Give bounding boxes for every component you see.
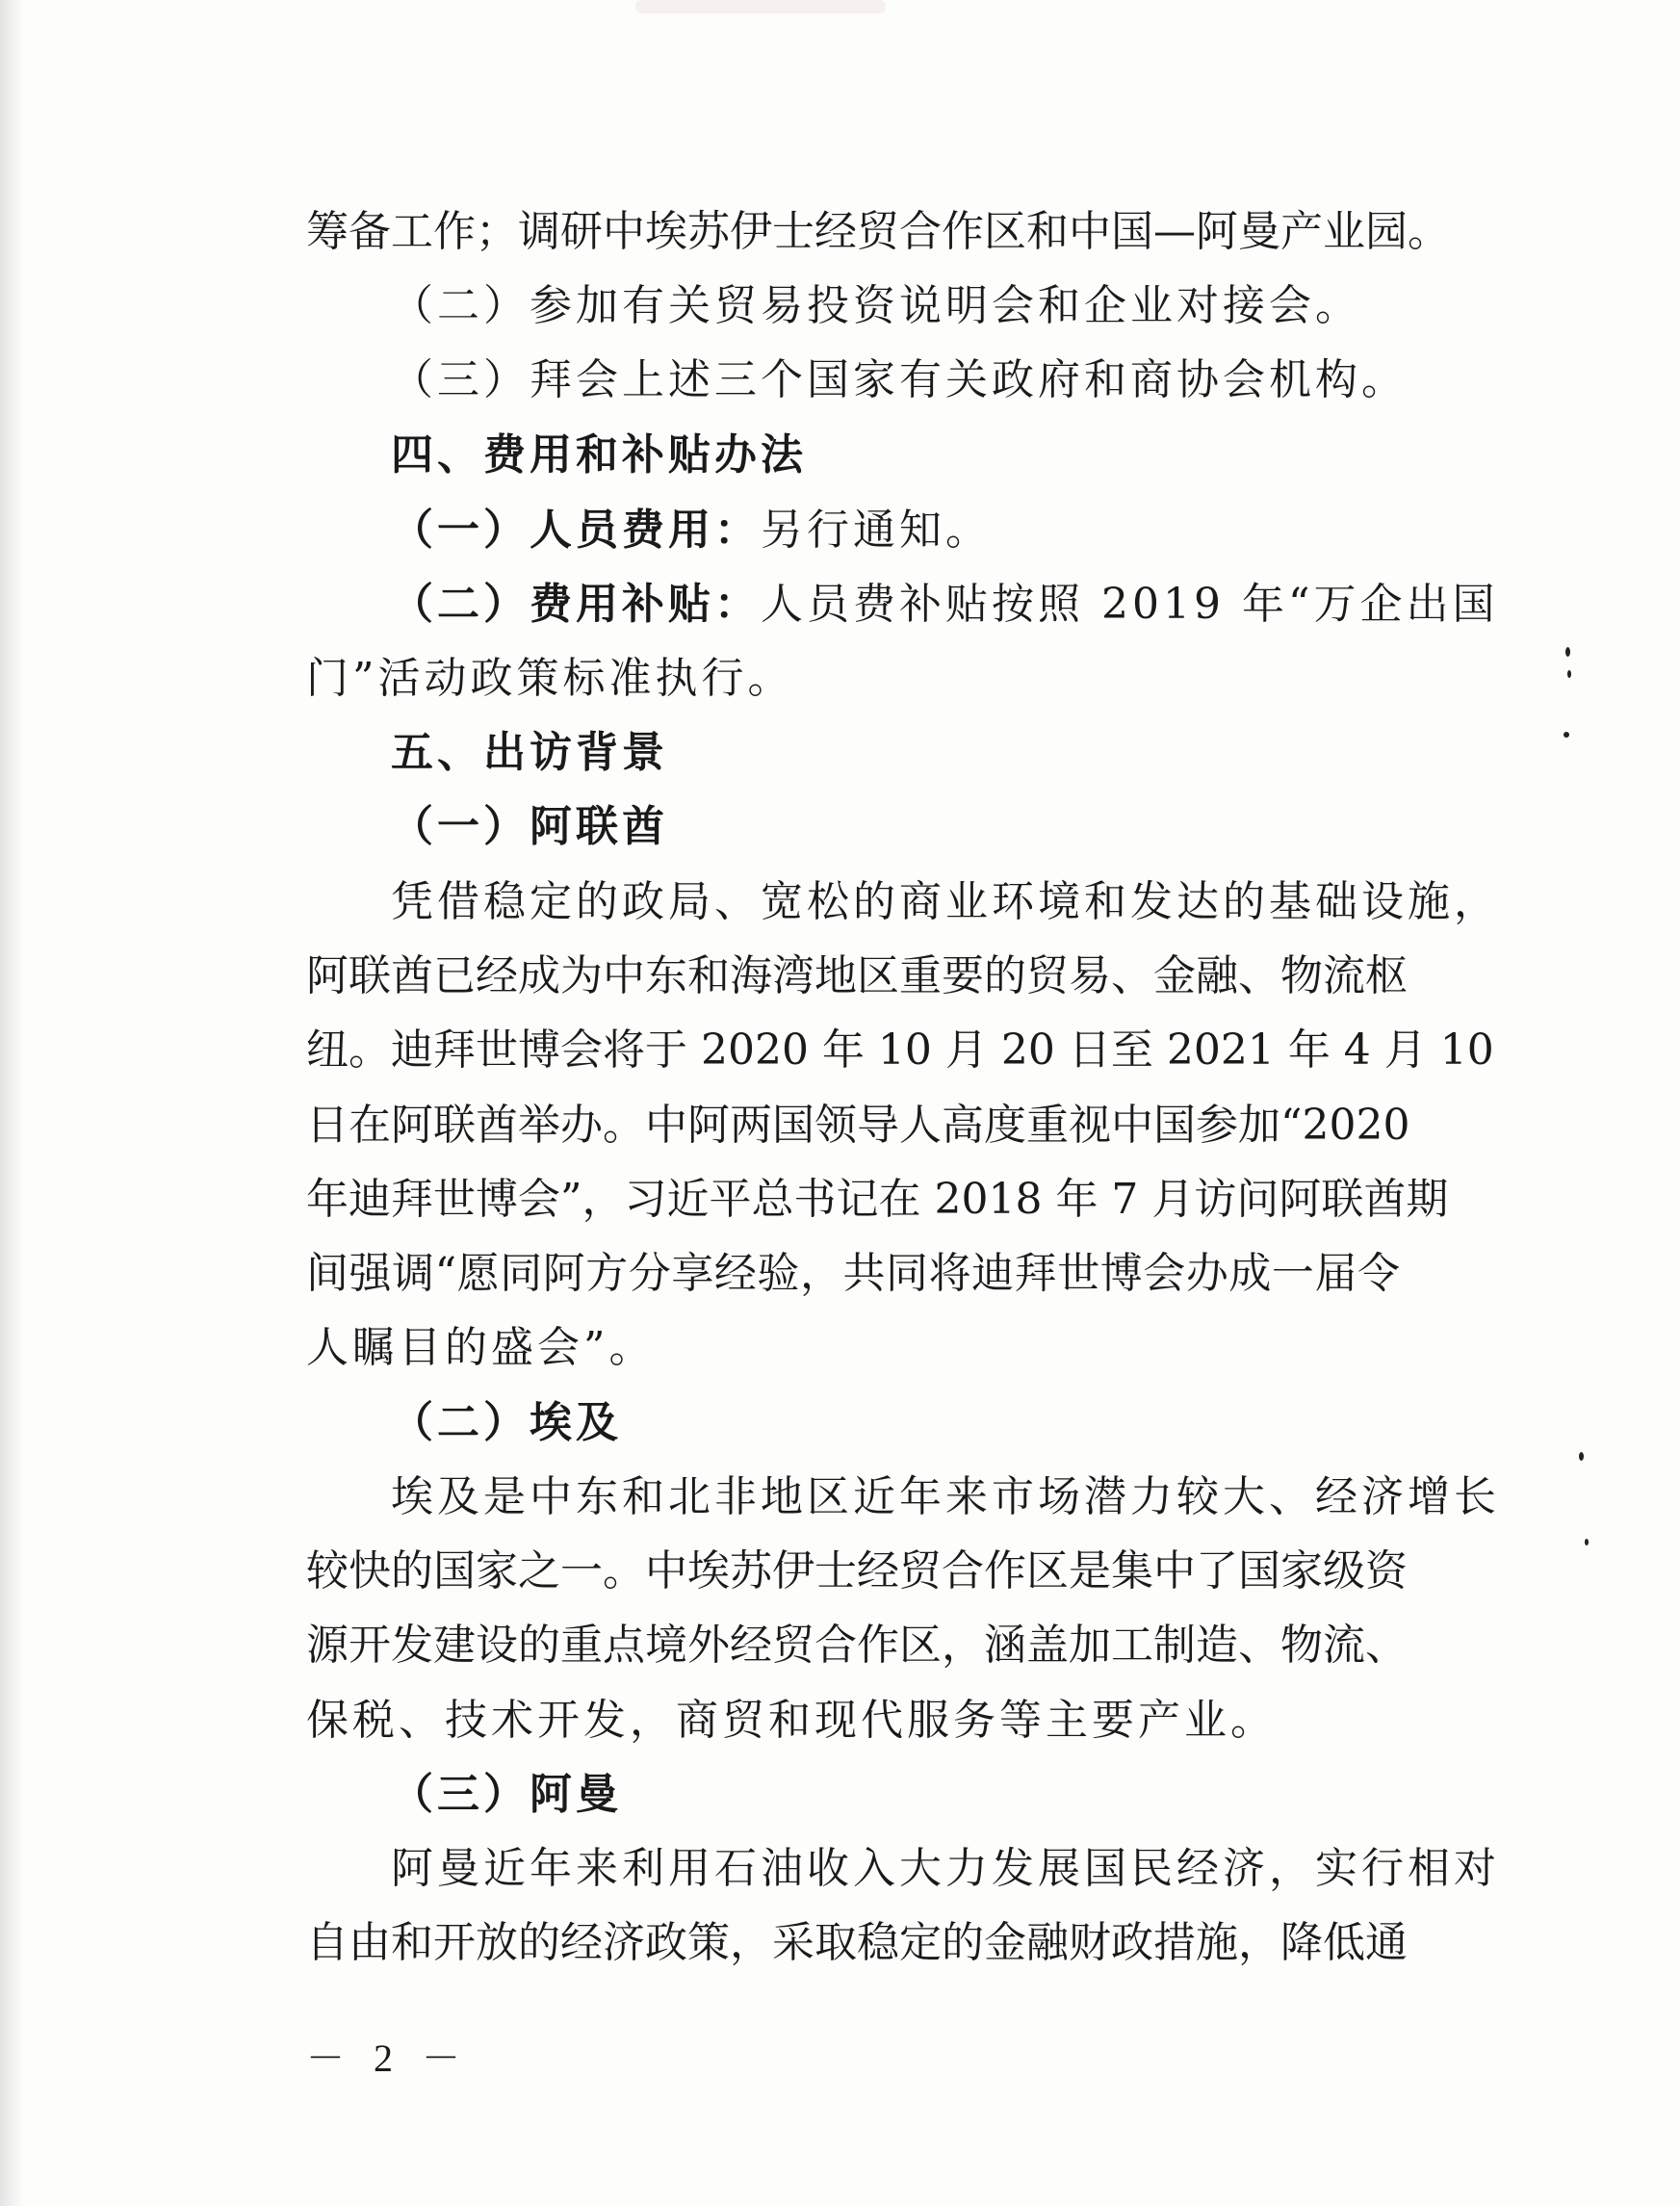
list-item-text: 另行通知。 xyxy=(761,506,992,555)
body-line: 门”活动政策标准执行。 xyxy=(306,654,794,703)
scan-speck xyxy=(1567,670,1571,678)
subsection-heading: （一）阿联酋 xyxy=(391,802,668,851)
list-item-prefix: （一） xyxy=(391,506,530,555)
paragraph-line: 阿曼近年来利用石油收入大力发展国民经济，实行相对 xyxy=(391,1844,1500,1893)
paragraph-line: 纽。迪拜世博会将于 2020 年 10 月 20 日至 2021 年 4 月 10 xyxy=(306,1025,1494,1075)
page-number: － 2 － xyxy=(306,2037,470,2080)
list-item: （三）拜会上述三个国家有关政府和商协会机构。 xyxy=(391,355,1408,404)
list-item-label: 人员费用： xyxy=(530,506,761,555)
scan-speck xyxy=(1564,732,1569,738)
section-heading: 五、出访背景 xyxy=(391,728,668,777)
scan-edge-shadow xyxy=(0,0,23,2206)
section-heading: 四、费用和补贴办法 xyxy=(391,430,807,480)
paragraph-line: 自由和开放的经济政策，采取稳定的金融财政措施，降低通 xyxy=(306,1918,1408,1967)
list-item-subsidy xyxy=(391,580,1498,630)
subsection-heading: （三）阿曼 xyxy=(391,1770,622,1819)
list-item-label: 费用补贴： xyxy=(530,580,761,629)
scan-smudge xyxy=(635,0,886,13)
paragraph-line: 人瞩目的盛会”。 xyxy=(306,1323,656,1372)
scan-speck xyxy=(1565,647,1570,657)
paragraph-line: 凭借稳定的政局、宽松的商业环境和发达的基础设施， xyxy=(391,877,1500,926)
list-item-text: 人员费补贴按照 2019 年“万企出国 xyxy=(761,580,1499,629)
list-item-personnel-cost xyxy=(391,506,992,556)
paragraph-line: 埃及是中东和北非地区近年来市场潜力较大、经济增长 xyxy=(391,1472,1500,1521)
subsection-heading: （二）埃及 xyxy=(391,1398,622,1447)
scan-speck xyxy=(1585,1539,1589,1545)
scan-speck xyxy=(1579,1452,1584,1461)
paragraph-line: 阿联酋已经成为中东和海湾地区重要的贸易、金融、物流枢 xyxy=(306,951,1408,1000)
body-line: 筹备工作；调研中埃苏伊士经贸合作区和中国—阿曼产业园。 xyxy=(306,207,1450,256)
list-item: （二）参加有关贸易投资说明会和企业对接会。 xyxy=(391,281,1361,330)
paragraph-line: 日在阿联酋举办。中阿两国领导人高度重视中国参加“2020 xyxy=(306,1101,1410,1150)
paragraph-line: 年迪拜世博会”，习近平总书记在 2018 年 7 月访问阿联酋期 xyxy=(306,1175,1449,1224)
list-item-prefix: （二） xyxy=(391,580,530,629)
paragraph-line: 较快的国家之一。中埃苏伊士经贸合作区是集中了国家级资 xyxy=(306,1546,1408,1596)
paragraph-line: 间强调“愿同阿方分享经验，共同将迪拜世博会办成一届令 xyxy=(306,1249,1400,1298)
paragraph-line: 保税、技术开发，商贸和现代服务等主要产业。 xyxy=(306,1696,1277,1745)
paragraph-line: 源开发建设的重点境外经贸合作区，涵盖加工制造、物流、 xyxy=(306,1621,1408,1670)
